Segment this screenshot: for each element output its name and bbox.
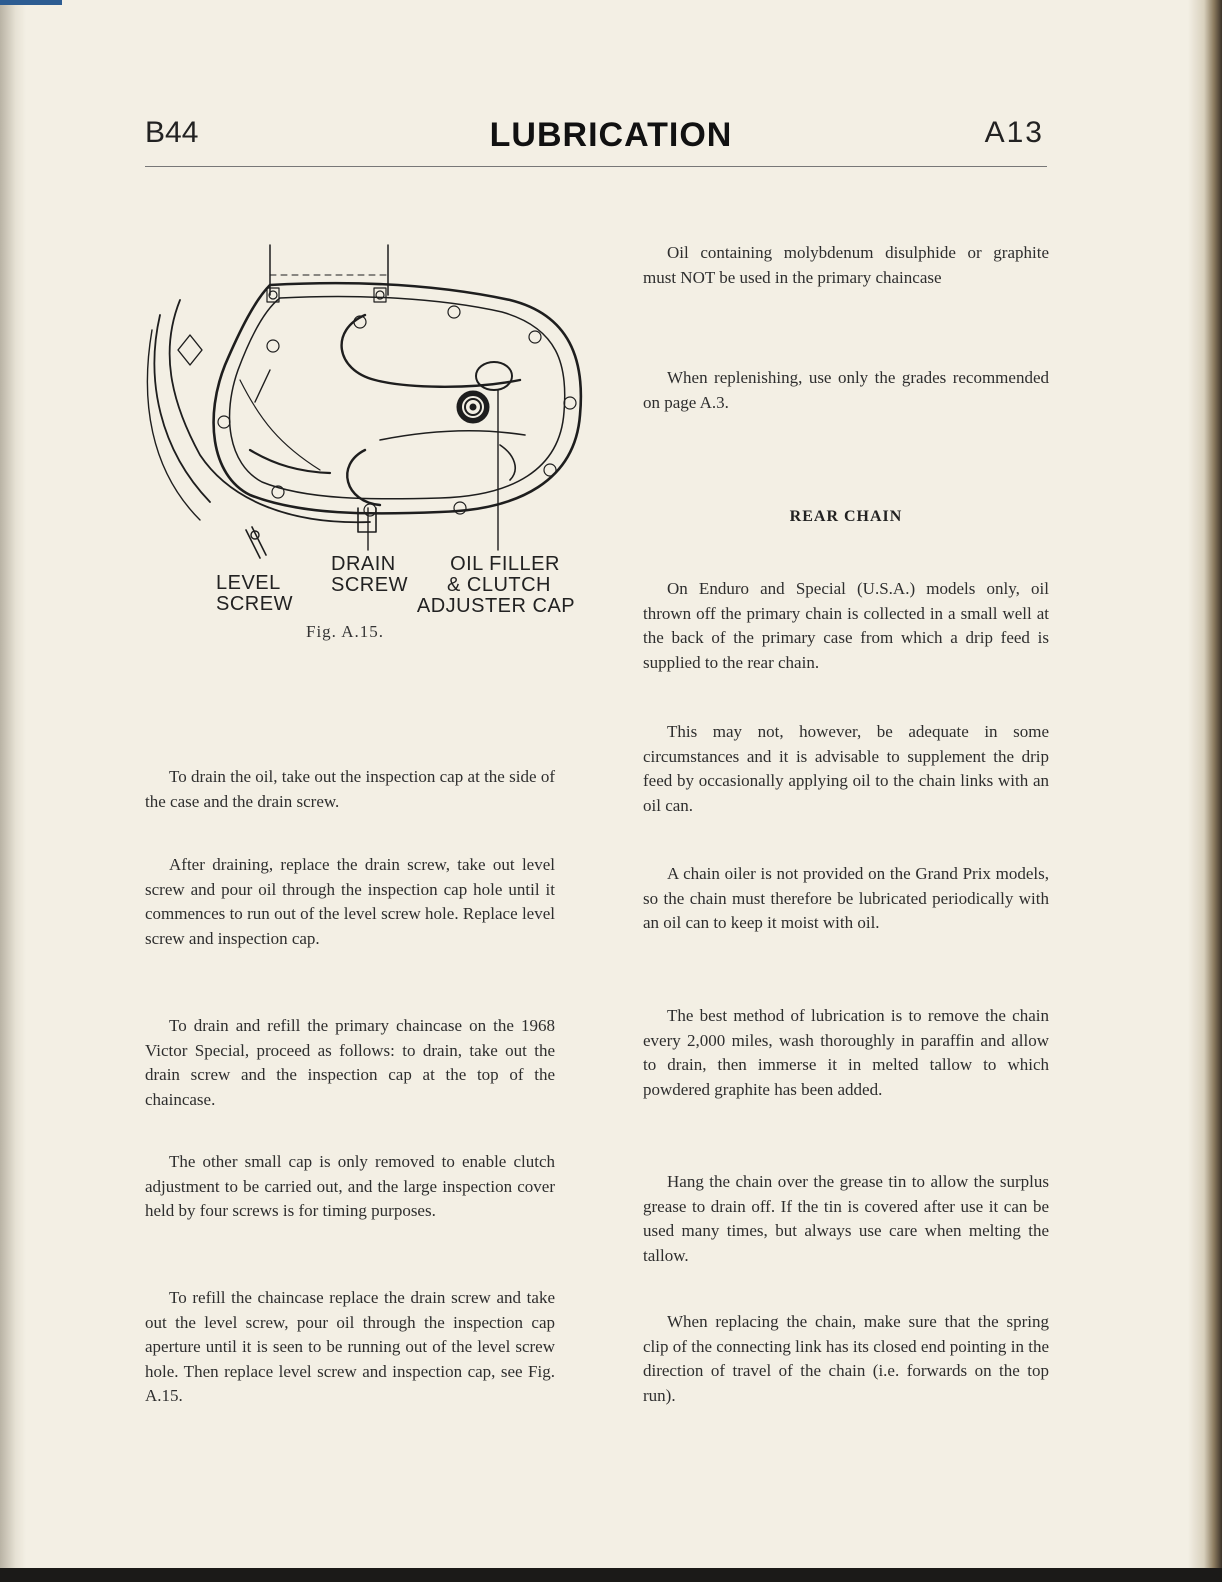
page-number: A13 [984, 116, 1044, 149]
scan-edge-mark [0, 0, 62, 5]
label-oil-filler-line1: OIL FILLER [450, 553, 560, 575]
label-level-screw [216, 573, 293, 615]
page-title: LUBRICATION [489, 116, 733, 154]
right-paragraph-5: Hang the chain over the grease tin to allow the surplus grease to drain off. If the tin is covered after use it can be used many times, but always use care when melting the tallow. [643, 1172, 1049, 1265]
label-oil-filler-line3: ADJUSTER CAP [416, 595, 576, 617]
right-paragraph-1: On Enduro and Special (U.S.A.) models only, oil thrown off the primary chain is collected in a small well at the back of the primary case from which a drip feed is supplied to the rear chain. [643, 579, 1049, 672]
label-level-screw-line2: SCREW [216, 593, 293, 615]
left-paragraph-1: To drain the oil, take out the inspection cap at the side of the case and the drain screw. [145, 767, 555, 811]
right-paragraph-2: This may not, however, be adequate in some circumstances and it is advisable to supplement the drip feed by occasionally applying oil to the chain links with an oil can. [643, 722, 1049, 815]
chaincase-diagram [140, 240, 600, 560]
label-drain-screw-line1: DRAIN [331, 553, 396, 575]
section-title-rear-chain: REAR CHAIN [789, 508, 903, 525]
page-edge-shadow-left [0, 0, 26, 1582]
right-intro-2: When replenishing, use only the grades recommended on page A.3. [643, 368, 1049, 412]
right-paragraph-4: The best method of lubrication is to remove the chain every 2,000 miles, wash thoroughly in paraffin and allow to drain, then immerse it in melted tallow to which powdered graphite has been added. [643, 1006, 1049, 1099]
right-intro-1: Oil containing molybdenum disulphide or graphite must NOT be used in the primary chaincase [643, 243, 1049, 287]
left-paragraph-4: The other small cap is only removed to enable clutch adjustment to be carried out, and the large inspection cover held by four screws is for timing purposes. [145, 1152, 555, 1220]
figure-caption: Fig. A.15. [306, 622, 385, 641]
label-drain-screw [331, 554, 408, 596]
label-level-screw-line1: LEVEL [216, 572, 281, 594]
label-drain-screw-line2: SCREW [331, 574, 408, 596]
left-paragraph-3: To drain and refill the primary chaincase on the 1968 Victor Special, proceed as follows: to drain, take out the drain screw and the inspection cap at the top of the chaincase. [145, 1016, 555, 1109]
page-edge-shadow-right [1188, 0, 1222, 1582]
left-paragraph-5: To refill the chaincase replace the drain screw and take out the level screw, pour oil through the inspection cap aperture until it is seen to be running out of the level screw hole. Then replace level screw and inspection cap, see Fig. A.15. [145, 1288, 555, 1405]
left-paragraph-2: After draining, replace the drain screw, take out level screw and pour oil through the inspection cap hole until it commences to run out of the level screw hole. Replace level screw and inspection cap. [145, 855, 555, 948]
header-rule [145, 166, 1047, 167]
page-model-code: B44 [145, 116, 199, 149]
label-oil-filler-line2: & CLUTCH [446, 574, 551, 596]
label-oil-filler [412, 554, 580, 617]
right-paragraph-6: When replacing the chain, make sure that the spring clip of the connecting link has its closed end pointing in the direction of travel of the chain (i.e. forwards on the top run). [643, 1312, 1049, 1405]
right-paragraph-3: A chain oiler is not provided on the Grand Prix models, so the chain must therefore be lubricated periodically with an oil can to keep it moist with oil. [643, 864, 1049, 932]
scan-bottom-edge [0, 1568, 1222, 1582]
